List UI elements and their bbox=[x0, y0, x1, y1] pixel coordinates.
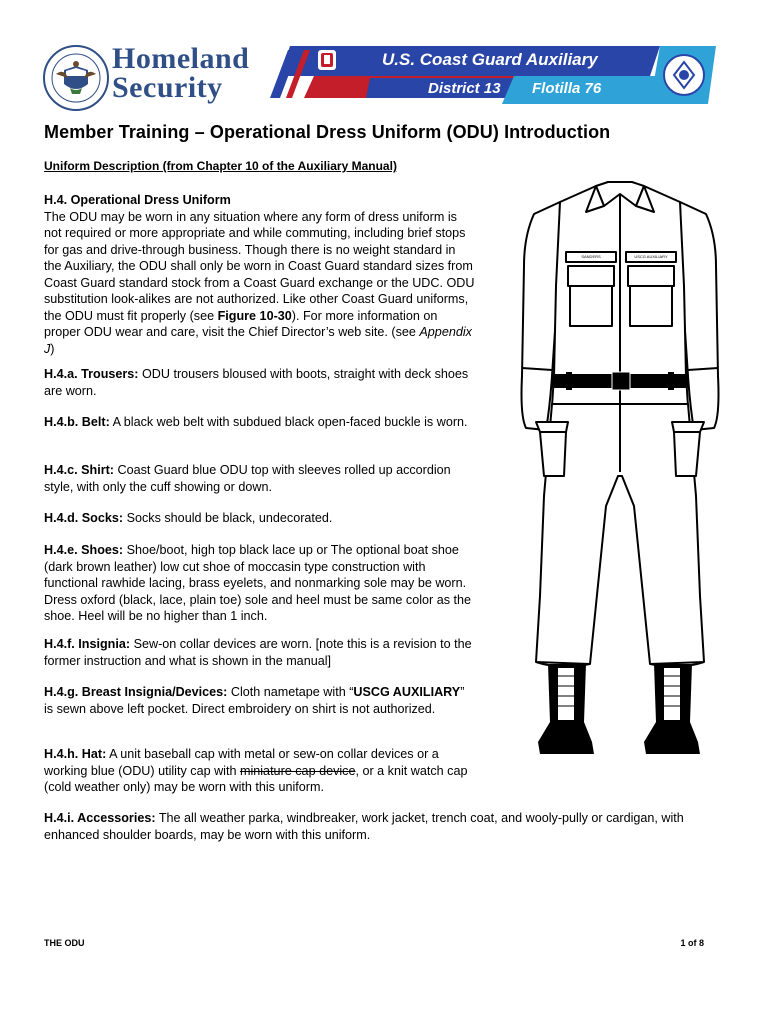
item-trousers bbox=[44, 366, 476, 399]
hat-label: H.4.h. Hat: bbox=[44, 747, 107, 761]
dhs-word-security: Security bbox=[112, 71, 223, 104]
trousers-text: ODU trousers bloused with boots, straight with deck shoes are worn. bbox=[44, 367, 469, 398]
h4-text-3: ) bbox=[50, 341, 55, 356]
h4-section bbox=[44, 192, 476, 357]
cg-shield-icon bbox=[318, 50, 336, 70]
accessories-label: H.4.i. Accessories: bbox=[44, 811, 156, 825]
item-accessories bbox=[44, 810, 734, 843]
figure-reference: Figure 10-30 bbox=[217, 308, 292, 323]
dhs-seal-logo bbox=[42, 44, 110, 112]
belt-label: H.4.b. Belt: bbox=[44, 415, 110, 429]
item-insignia bbox=[44, 636, 476, 669]
odu-uniform-illustration bbox=[500, 176, 740, 770]
accessories-text: The all weather parka, windbreaker, work jacket, trench coat, and wooly-pully or cardigan, with enhanced shoulder boards, may be worn with this uniform. bbox=[44, 811, 684, 842]
item-breast-insignia bbox=[44, 684, 476, 717]
h4-heading: H.4. Operational Dress Uniform bbox=[44, 193, 231, 207]
nametape-left: SANDERS bbox=[581, 254, 601, 259]
breast-insignia-text-2: ” is sewn above left pocket. Direct embroidery on shirt is not authorized. bbox=[44, 685, 465, 716]
hat-strikethrough: miniature cap device bbox=[239, 763, 356, 778]
shirt-text: Coast Guard blue ODU top with sleeves rolled up accordion style, with only the cuff showing or down. bbox=[44, 463, 451, 494]
belt-shape bbox=[552, 372, 688, 390]
socks-label: H.4.d. Socks: bbox=[44, 511, 124, 525]
district-label: District 13 bbox=[428, 80, 501, 97]
dhs-wordmark bbox=[112, 44, 249, 102]
page-number: 1 of 8 bbox=[680, 938, 704, 948]
section-subtitle: Uniform Description (from Chapter 10 of the Auxiliary Manual) bbox=[44, 159, 397, 173]
insignia-label: H.4.f. Insignia: bbox=[44, 637, 131, 651]
h4-text-1: The ODU may be worn in any situation where any form of dress uniform is not required or more appropriate and while commuting, including brief stops for gas and drive-through business. Though there is no weight standard in the Auxiliary, the ODU shall only be worn in Coast Guard standard sizes from Coast Guard standard stock from a Coast Guard exchange or the UDC. ODU substitution look-alikes are not authorized. Like other Coast Guard uniforms, the ODU must fit properly (see bbox=[44, 209, 475, 323]
boots-shape bbox=[538, 664, 700, 754]
breast-insignia-text-1: Cloth nametape with “ bbox=[227, 685, 354, 699]
item-shirt bbox=[44, 462, 476, 495]
breast-insignia-label: H.4.g. Breast Insignia/Devices: bbox=[44, 685, 228, 699]
shoes-text: Shoe/boot, high top black lace up or The optional boat shoe (dark brown leather) low cut shoe of moccasin type construction with functional rawhide lacing, brass eyelets, and nonmarking sole may be worn. Dress oxford (black, lace, plain toe) sole and heel must be same color as the shoe. Heel will be no higher than 1 inch. bbox=[44, 543, 472, 623]
page-title: Member Training – Operational Dress Uniform (ODU) Introduction bbox=[44, 122, 611, 142]
item-socks bbox=[44, 510, 476, 527]
hat-text-2: , or a knit watch cap (cold weather only) may be worn with this uniform. bbox=[44, 763, 468, 794]
insignia-text: Sew-on collar devices are worn. [note this is a revision to the former instruction and what is shown in the manual] bbox=[44, 637, 472, 668]
flotilla-label: Flotilla 76 bbox=[532, 80, 602, 97]
uscg-auxiliary-bold: USCG AUXILIARY bbox=[353, 685, 461, 699]
item-hat bbox=[44, 746, 476, 796]
trousers-label: H.4.a. Trousers: bbox=[44, 367, 139, 381]
shoes-label: H.4.e. Shoes: bbox=[44, 543, 124, 557]
h4-text-2: ). For more information on proper ODU wear and care, visit the Chief Director’s web site. (see bbox=[44, 308, 438, 339]
nametape-right: USCG AUXILIARY bbox=[634, 254, 668, 259]
socks-text: Socks should be black, undecorated. bbox=[123, 511, 333, 525]
hat-text-1: A unit baseball cap with metal or sew-on collar devices or a working blue (ODU) utility cap with bbox=[44, 747, 439, 778]
shirt-label: H.4.c. Shirt: bbox=[44, 463, 114, 477]
auxiliary-title: U.S. Coast Guard Auxiliary bbox=[382, 50, 598, 69]
footer-title: THE ODU bbox=[44, 938, 85, 948]
belt-text: A black web belt with subdued black open-faced buckle is worn. bbox=[109, 415, 468, 429]
item-belt bbox=[44, 414, 476, 431]
coast-guard-auxiliary-banner bbox=[270, 42, 720, 114]
appendix-reference: Appendix J bbox=[44, 325, 472, 356]
dhs-word-homeland: Homeland bbox=[112, 42, 250, 75]
item-shoes bbox=[44, 542, 476, 625]
